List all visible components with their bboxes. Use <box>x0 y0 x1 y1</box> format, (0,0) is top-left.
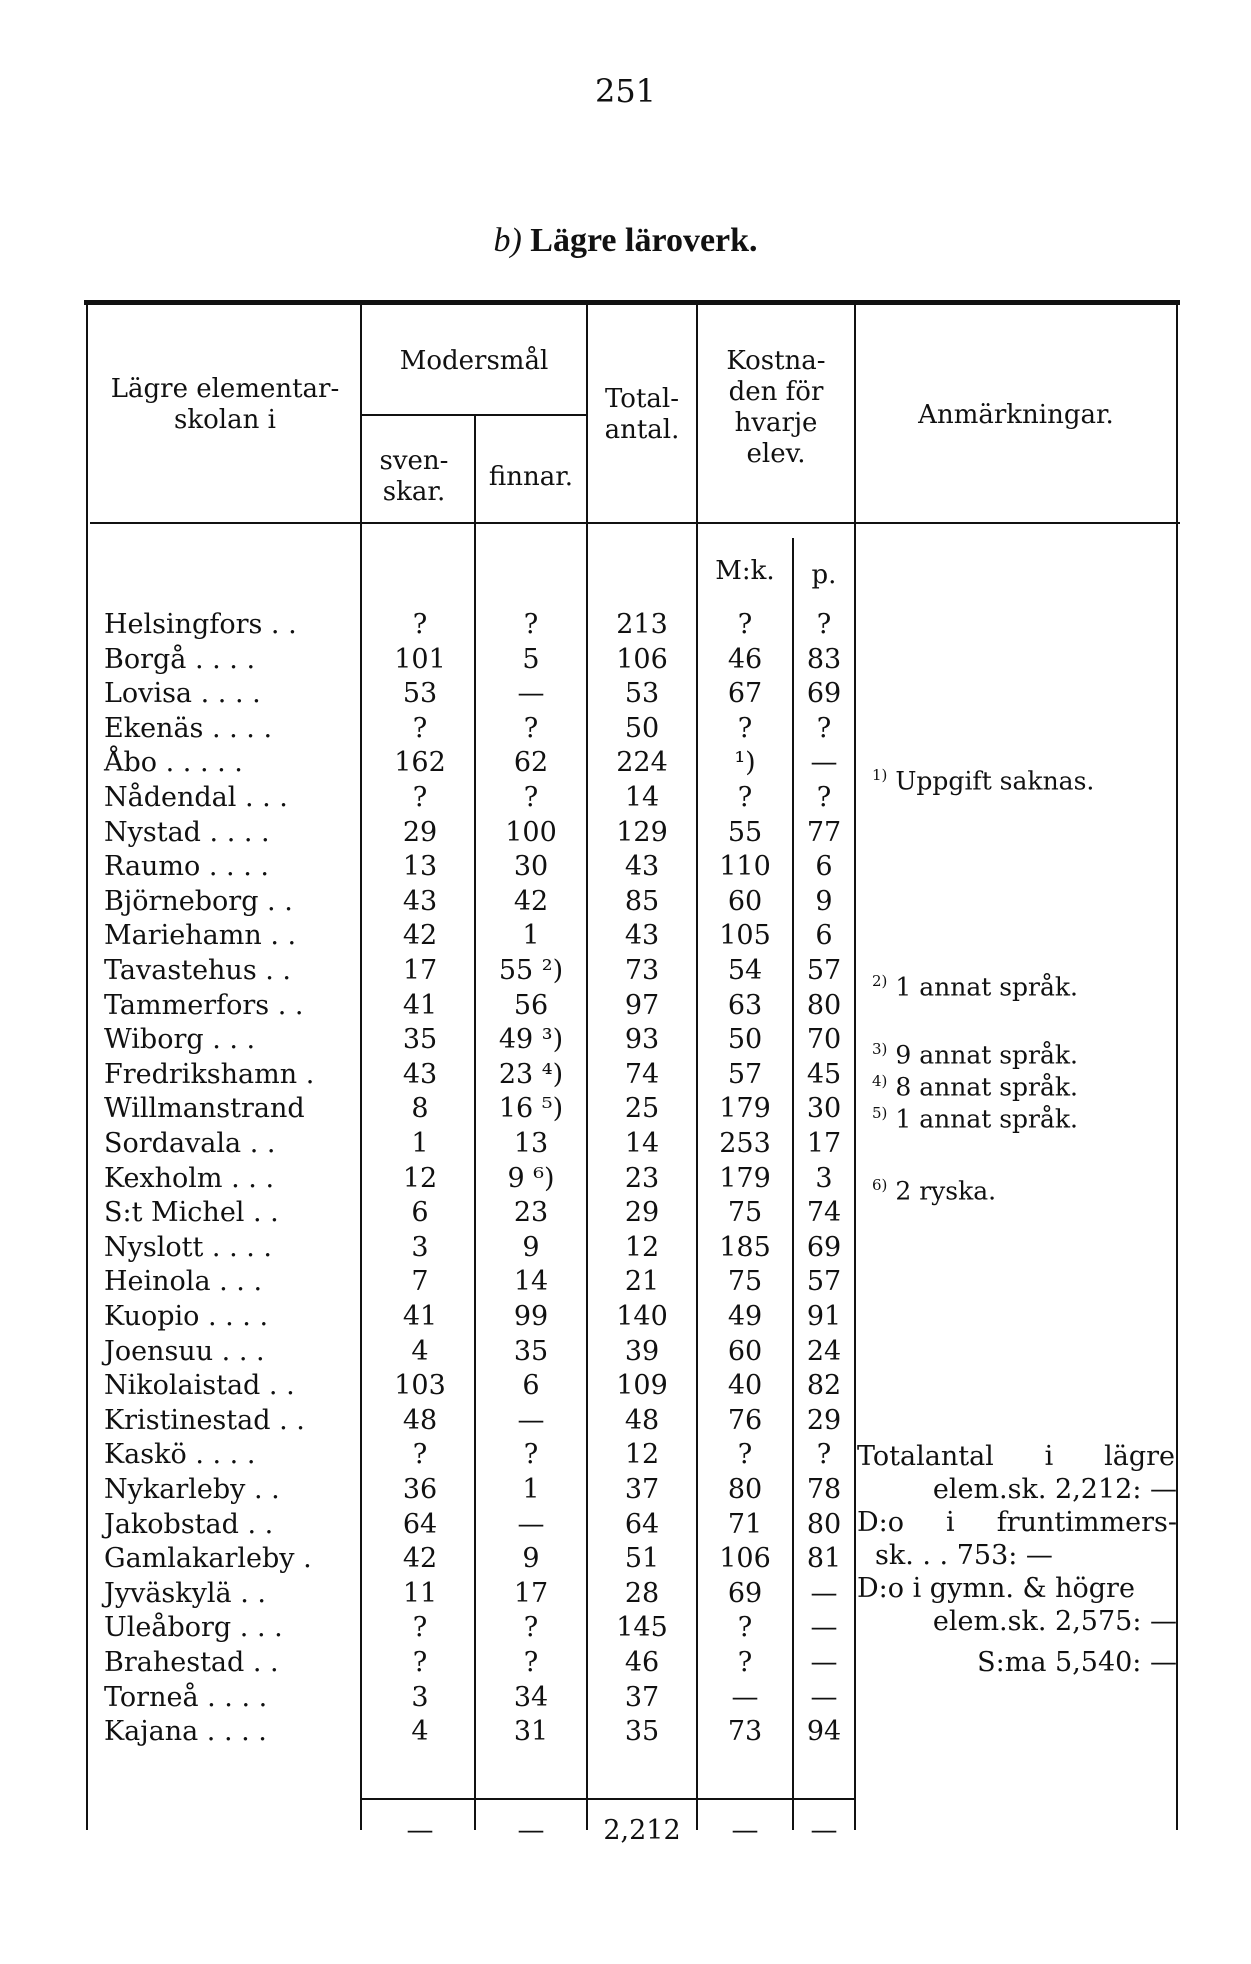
cost-p: 80 <box>806 1509 842 1540</box>
cost-mk: 80 <box>727 1474 763 1505</box>
table-row <box>0 1300 1251 1333</box>
finns-count: 23 ⁴) <box>498 1059 564 1090</box>
swedes-count: 17 <box>402 955 438 986</box>
finns-count: 13 <box>513 1128 549 1159</box>
total-count: 48 <box>624 1405 660 1436</box>
sum-swedes: — <box>406 1815 434 1846</box>
header-cost-line4: elev. <box>746 439 806 469</box>
cost-p: 91 <box>806 1301 842 1332</box>
cost-mk: — <box>731 1682 759 1713</box>
school-name: Kuopio . . . . <box>104 1301 269 1332</box>
swedes-count: ? <box>412 782 428 813</box>
cost-p: 74 <box>806 1197 842 1228</box>
cost-mk: 105 <box>719 920 771 951</box>
table-row <box>0 1681 1251 1714</box>
footnote-6-text: 2 ryska. <box>895 1176 997 1206</box>
cost-p: 30 <box>806 1093 842 1124</box>
table-row <box>0 1265 1251 1298</box>
school-name: Kexholm . . . <box>104 1163 275 1194</box>
table-row <box>0 850 1251 883</box>
footnote-6 <box>872 1170 996 1206</box>
total-count: 97 <box>624 990 660 1021</box>
table-row <box>0 677 1251 710</box>
total-count: 140 <box>616 1301 668 1332</box>
cost-p: 57 <box>806 1266 842 1297</box>
swedes-count: ? <box>412 1612 428 1643</box>
table-row <box>0 608 1251 641</box>
cost-mk: 179 <box>719 1163 771 1194</box>
finns-count: 42 <box>513 886 549 917</box>
school-name: Ekenäs . . . . <box>104 713 273 744</box>
total-count: 35 <box>624 1716 660 1747</box>
total-count: 64 <box>624 1509 660 1540</box>
total-count: 25 <box>624 1093 660 1124</box>
cost-mk: 57 <box>727 1059 763 1090</box>
footnote-5 <box>872 1098 1078 1134</box>
school-name: Torneå . . . . <box>104 1682 268 1713</box>
school-name: Raumo . . . . <box>104 851 269 882</box>
cost-mk: 75 <box>727 1197 763 1228</box>
swedes-count: 4 <box>411 1336 429 1367</box>
swedes-count: 101 <box>394 644 446 675</box>
total-count: 74 <box>624 1059 660 1090</box>
school-name: Nystad . . . . <box>104 817 270 848</box>
sum-mk: — <box>731 1815 759 1846</box>
finns-count: — <box>517 678 545 709</box>
swedes-count: 53 <box>402 678 438 709</box>
remark-line-2: elem.sk. 2,212: — <box>932 1474 1177 1505</box>
total-count: 51 <box>624 1543 660 1574</box>
finns-count: 31 <box>513 1716 549 1747</box>
header-school-line2: skolan i <box>174 405 276 435</box>
cost-mk: ? <box>737 1612 753 1643</box>
school-name: Åbo . . . . . <box>104 747 243 778</box>
cost-mk: 40 <box>727 1370 763 1401</box>
total-count: 50 <box>624 713 660 744</box>
cost-p: 24 <box>806 1336 842 1367</box>
cost-mk: 73 <box>727 1716 763 1747</box>
cost-mk: 71 <box>727 1509 763 1540</box>
cost-p: 9 <box>815 886 833 917</box>
school-name: Tavastehus . . <box>104 955 292 986</box>
table-row <box>0 1369 1251 1402</box>
footnote-3-mark: 3) <box>872 1040 888 1058</box>
table-row <box>0 1404 1251 1437</box>
school-name: Kajana . . . . <box>104 1716 267 1747</box>
header-total-line2: antal. <box>604 415 680 445</box>
swedes-count: 43 <box>402 886 438 917</box>
school-name: S:t Michel . . <box>104 1197 279 1228</box>
total-count: 39 <box>624 1336 660 1367</box>
table-row <box>0 1231 1251 1264</box>
remark-line-7: S:ma 5,540: — <box>977 1647 1177 1678</box>
finns-count: ? <box>523 1612 539 1643</box>
footnote-5-text: 1 annat språk. <box>895 1104 1079 1134</box>
cost-p: ? <box>816 713 832 744</box>
school-name: Brahestad . . <box>104 1647 279 1678</box>
total-count: 129 <box>616 817 668 848</box>
total-count: 14 <box>624 1128 660 1159</box>
cost-mk: 110 <box>719 851 771 882</box>
cost-p: 57 <box>806 955 842 986</box>
total-count: 85 <box>624 886 660 917</box>
finns-count: 56 <box>513 990 549 1021</box>
table-row <box>0 1196 1251 1229</box>
total-count: 73 <box>624 955 660 986</box>
school-name: Nådendal . . . <box>104 782 288 813</box>
swedes-count: 48 <box>402 1405 438 1436</box>
sum-finns: — <box>517 1815 545 1846</box>
finns-count: 9 ⁶) <box>507 1163 555 1194</box>
swedes-count: 3 <box>411 1232 429 1263</box>
school-name: Tammerfors . . <box>104 990 304 1021</box>
school-name: Sordavala . . <box>104 1128 276 1159</box>
swedes-count: 13 <box>402 851 438 882</box>
header-unit-p: p. <box>811 560 837 590</box>
swedes-count: 36 <box>402 1474 438 1505</box>
footnote-2-mark: 2) <box>872 972 888 990</box>
school-name: Uleåborg . . . <box>104 1612 283 1643</box>
swedes-count: 4 <box>411 1716 429 1747</box>
total-count: 21 <box>624 1266 660 1297</box>
cost-p: 3 <box>815 1163 833 1194</box>
cost-mk: ? <box>737 1439 753 1470</box>
table-row <box>0 816 1251 849</box>
header-total <box>588 384 696 446</box>
school-name: Jakobstad . . <box>104 1509 274 1540</box>
swedes-count: 35 <box>402 1024 438 1055</box>
footnote-1 <box>872 760 1094 796</box>
school-name: Jyväskylä . . <box>104 1578 266 1609</box>
title-text: Lägre läroverk. <box>530 222 758 259</box>
table-row <box>0 919 1251 952</box>
swedes-count: 12 <box>402 1163 438 1194</box>
header-cost-line1: Kostna- <box>726 346 826 376</box>
school-name: Nyslott . . . . <box>104 1232 272 1263</box>
header-total-line1: Total- <box>604 384 680 414</box>
finns-count: ? <box>523 782 539 813</box>
finns-count: 30 <box>513 851 549 882</box>
cost-mk: ¹) <box>734 747 756 778</box>
school-name: Gamlakarleby . <box>104 1543 312 1574</box>
header-swedes <box>362 446 466 508</box>
total-count: 37 <box>624 1682 660 1713</box>
footnote-1-text: Uppgift saknas. <box>895 766 1095 796</box>
total-count: 93 <box>624 1024 660 1055</box>
school-name: Kaskö . . . . <box>104 1439 256 1470</box>
header-cost-line2: den för <box>728 377 824 407</box>
school-name: Kristinestad . . <box>104 1405 305 1436</box>
table-row <box>0 1162 1251 1195</box>
finns-count: 17 <box>513 1578 549 1609</box>
finns-count: 23 <box>513 1197 549 1228</box>
finns-count: — <box>517 1509 545 1540</box>
finns-count: 6 <box>522 1370 540 1401</box>
finns-count: 9 <box>522 1543 540 1574</box>
total-count: 14 <box>624 782 660 813</box>
remark-line-5: D:o i gymn. & högre <box>857 1573 1135 1604</box>
table-row <box>0 643 1251 676</box>
total-count: 46 <box>624 1647 660 1678</box>
cost-mk: ? <box>737 609 753 640</box>
footnote-5-mark: 5) <box>872 1104 888 1122</box>
remark-line-4: sk. . . 753: — <box>875 1540 1053 1571</box>
total-count: 53 <box>624 678 660 709</box>
finns-count: 35 <box>513 1336 549 1367</box>
header-swedes-line2: skar. <box>382 477 446 507</box>
finns-count: 1 <box>522 1474 540 1505</box>
cost-p: 6 <box>815 920 833 951</box>
cost-p: 29 <box>806 1405 842 1436</box>
sum-p: — <box>810 1815 838 1846</box>
total-count: 12 <box>624 1439 660 1470</box>
cost-p: 45 <box>806 1059 842 1090</box>
cost-p: 77 <box>806 817 842 848</box>
page-number: 251 <box>594 72 657 110</box>
swedes-count: 7 <box>411 1266 429 1297</box>
header-unit-mk: M:k. <box>715 556 775 586</box>
sum-row <box>0 1813 1251 1849</box>
school-name: Heinola . . . <box>104 1266 263 1297</box>
header-swedes-line1: sven- <box>379 446 449 476</box>
footnote-2-text: 1 annat språk. <box>895 972 1079 1002</box>
total-count: 145 <box>616 1612 668 1643</box>
cost-p: ? <box>816 609 832 640</box>
swedes-count: 41 <box>402 1301 438 1332</box>
finns-count: 100 <box>505 817 557 848</box>
cost-p: ? <box>816 782 832 813</box>
cost-mk: 253 <box>719 1128 771 1159</box>
footnote-1-mark: 1) <box>872 766 888 784</box>
table-row <box>0 1715 1251 1748</box>
cost-p: — <box>810 1647 838 1678</box>
cost-mk: 55 <box>727 817 763 848</box>
cost-mk: 185 <box>719 1232 771 1263</box>
school-name: Borgå . . . . <box>104 644 256 675</box>
finns-count: 55 ²) <box>498 955 564 986</box>
cost-mk: ? <box>737 782 753 813</box>
finns-count: 34 <box>513 1682 549 1713</box>
school-name: Nikolaistad . . <box>104 1370 295 1401</box>
swedes-count: ? <box>412 1647 428 1678</box>
cost-p: — <box>810 1578 838 1609</box>
total-count: 43 <box>624 920 660 951</box>
table-top-rule <box>84 300 1180 305</box>
cost-mk: 60 <box>727 1336 763 1367</box>
header-remarks: Anmärkningar. <box>918 400 1114 430</box>
footnote-6-mark: 6) <box>872 1176 888 1194</box>
school-name: Wiborg . . . <box>104 1024 256 1055</box>
total-count: 43 <box>624 851 660 882</box>
school-name: Fredrikshamn . <box>104 1059 315 1090</box>
total-count: 224 <box>616 747 668 778</box>
finns-count: 5 <box>522 644 540 675</box>
cost-mk: 50 <box>727 1024 763 1055</box>
cost-p: 81 <box>806 1543 842 1574</box>
header-cost-line3: hvarje <box>734 408 818 438</box>
school-name: Willmanstrand <box>104 1093 305 1124</box>
finns-count: ? <box>523 1439 539 1470</box>
cost-p: — <box>810 1612 838 1643</box>
school-name: Helsingfors . . <box>104 609 297 640</box>
footnote-4-text: 8 annat språk. <box>895 1072 1079 1102</box>
swedes-count: 42 <box>402 1543 438 1574</box>
school-name: Nykarleby . . <box>104 1474 280 1505</box>
footnote-2 <box>872 966 1078 1002</box>
swedes-count: 42 <box>402 920 438 951</box>
swedes-count: 29 <box>402 817 438 848</box>
finns-count: 62 <box>513 747 549 778</box>
cost-mk: 75 <box>727 1266 763 1297</box>
finns-count: 16 ⁵) <box>498 1093 564 1124</box>
finns-count: ? <box>523 609 539 640</box>
total-count: 109 <box>616 1370 668 1401</box>
total-count: 28 <box>624 1578 660 1609</box>
cost-mk: 60 <box>727 886 763 917</box>
swedes-count: 103 <box>394 1370 446 1401</box>
swedes-count: 1 <box>411 1128 429 1159</box>
cost-p: 69 <box>806 1232 842 1263</box>
swedes-count: 43 <box>402 1059 438 1090</box>
cost-p: — <box>810 1682 838 1713</box>
total-count: 213 <box>616 609 668 640</box>
cost-p: 82 <box>806 1370 842 1401</box>
swedes-count: 6 <box>411 1197 429 1228</box>
finns-count: 1 <box>522 920 540 951</box>
header-finns: finnar. <box>488 462 574 492</box>
total-count: 23 <box>624 1163 660 1194</box>
cost-mk: ? <box>737 713 753 744</box>
school-name: Joensuu . . . <box>104 1336 265 1367</box>
total-count: 106 <box>616 644 668 675</box>
cost-p: 70 <box>806 1024 842 1055</box>
header-school <box>90 374 360 436</box>
cost-p: 80 <box>806 990 842 1021</box>
cost-mk: ? <box>737 1647 753 1678</box>
swedes-count: ? <box>412 713 428 744</box>
total-count: 29 <box>624 1197 660 1228</box>
header-school-line1: Lägre elementar- <box>110 374 340 404</box>
finns-count: ? <box>523 713 539 744</box>
table-row <box>0 712 1251 745</box>
school-name: Lovisa . . . . <box>104 678 261 709</box>
finns-count: — <box>517 1405 545 1436</box>
cost-mk: 46 <box>727 644 763 675</box>
cost-p: ? <box>816 1439 832 1470</box>
cost-mk: 54 <box>727 955 763 986</box>
remark-line-1: Totalantal i lägre <box>857 1441 1175 1472</box>
cost-p: 6 <box>815 851 833 882</box>
section-title <box>0 222 1251 260</box>
swedes-count: 64 <box>402 1509 438 1540</box>
swedes-count: 11 <box>402 1578 438 1609</box>
footnote-4 <box>872 1066 1078 1102</box>
cost-p: 83 <box>806 644 842 675</box>
total-count: 37 <box>624 1474 660 1505</box>
swedes-count: ? <box>412 1439 428 1470</box>
remark-line-6: elem.sk. 2,575: — <box>932 1606 1177 1637</box>
finns-count: 49 ³) <box>498 1024 564 1055</box>
finns-count: ? <box>523 1647 539 1678</box>
cost-mk: 49 <box>727 1301 763 1332</box>
table-row <box>0 885 1251 918</box>
title-prefix: b) <box>493 222 522 259</box>
cost-mk: 67 <box>727 678 763 709</box>
footnote-4-mark: 4) <box>872 1072 888 1090</box>
total-count: 12 <box>624 1232 660 1263</box>
sum-total: 2,212 <box>603 1815 681 1846</box>
cost-mk: 69 <box>727 1578 763 1609</box>
cost-mk: 106 <box>719 1543 771 1574</box>
header-bottom-rule <box>90 522 1180 524</box>
cost-mk: 63 <box>727 990 763 1021</box>
cost-mk: 179 <box>719 1093 771 1124</box>
footnote-3 <box>872 1034 1078 1070</box>
cost-p: 69 <box>806 678 842 709</box>
swedes-count: 162 <box>394 747 446 778</box>
cost-p: — <box>810 747 838 778</box>
table-row <box>0 1335 1251 1368</box>
cost-p: 94 <box>806 1716 842 1747</box>
cost-p: 17 <box>806 1128 842 1159</box>
swedes-count: 8 <box>411 1093 429 1124</box>
body-bottom-rule <box>360 1798 856 1800</box>
footnote-3-text: 9 annat språk. <box>895 1040 1079 1070</box>
swedes-count: 3 <box>411 1682 429 1713</box>
finns-count: 99 <box>513 1301 549 1332</box>
remark-line-3: D:o i fruntimmers- <box>857 1507 1177 1538</box>
school-name: Mariehamn . . <box>104 920 297 951</box>
cost-mk: 76 <box>727 1405 763 1436</box>
finns-count: 9 <box>522 1232 540 1263</box>
swedes-count: ? <box>412 609 428 640</box>
school-name: Björneborg . . <box>104 886 293 917</box>
header-mother-tongue: Modersmål <box>399 346 549 376</box>
header-cost <box>698 346 854 470</box>
finns-count: 14 <box>513 1266 549 1297</box>
totals-remark <box>857 1440 1177 1679</box>
swedes-count: 41 <box>402 990 438 1021</box>
cost-p: 78 <box>806 1474 842 1505</box>
